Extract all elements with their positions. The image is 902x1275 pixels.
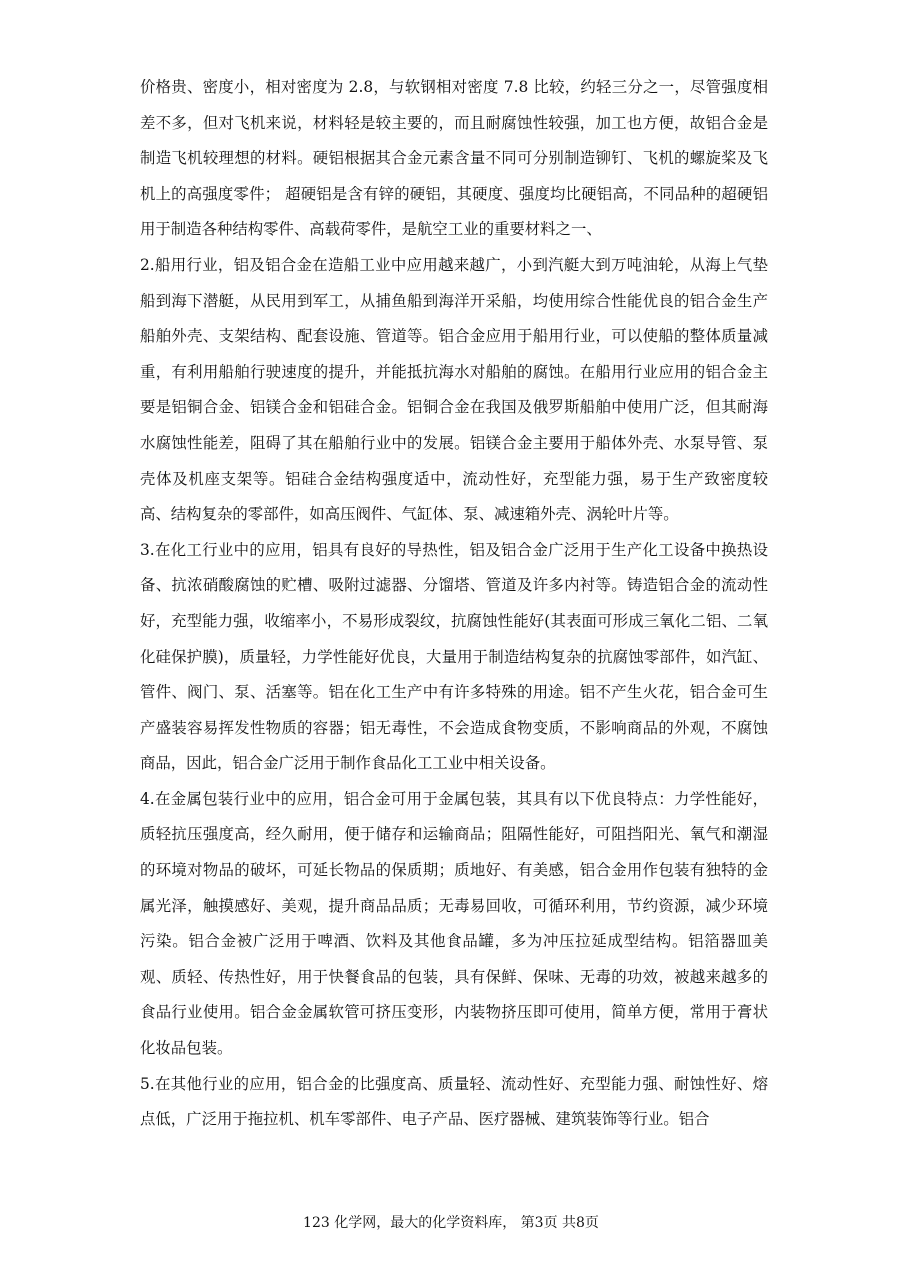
paragraph-aviation: 价格贵、密度小，相对密度为 2.8，与软钢相对密度 7.8 比较，约轻三分之一，尽管强度相差不多，但对飞机来说，材料轻是较主要的，而且耐腐蚀性较强，加工也方便，故铝合金是制造飞机较理想的材料。硬铝根据其合金元素含量不同可分别制造铆钉、飞机的螺旋桨及飞机上的高强度零件； 超硬铝是含有锌的硬铝，其硬度、强度均比硬铝高，不同品种的超硬铝用于制造各种结构零件、高载荷零件，是航空工业的重要材料之一、 (140, 78, 768, 239)
page-footer: 123 化学网，最大的化学资料库， 第3页 共8页 (303, 1215, 599, 1231)
paragraph-chemical: 3.在化工行业中的应用，铝具有良好的导热性，铝及铝合金广泛用于生产化工设备中换热设备、抗浓硝酸腐蚀的贮槽、吸附过滤器、分馏塔、管道及许多内衬等。铸造铝合金的流动性好，充型能力强，收缩率小，不易形成裂纹，抗腐蚀性能好(其表面可形成三氧化二铝、二氧化硅保护膜)，质量轻，力学性能好优良，大量用于制造结构复杂的抗腐蚀零部件，如汽缸、管件、阀门、泵、活塞等。铝在化工生产中有许多特殊的用途。铝不产生火花，铝合金可生产盛装容易挥发性物质的容器；铝无毒性，不会造成食物变质，不影响商品的外观，不腐蚀商品，因此，铝合金广泛用于制作食品化工工业中相关设备。 (140, 540, 768, 773)
paragraph-other-industries: 5.在其他行业的应用，铝合金的比强度高、质量轻、流动性好、充型能力强、耐蚀性好、熔点低，广泛用于拖拉机、机车零部件、电子产品、医疗器械、建筑装饰等行业。铝合 (140, 1074, 768, 1129)
paragraph-packaging: 4.在金属包装行业中的应用，铝合金可用于金属包装，其具有以下优良特点：力学性能好，质轻抗压强度高，经久耐用，便于储存和运输商品；阻隔性能好，可阻挡阳光、氧气和潮湿的环境对物品的破坏，可延长物品的保质期；质地好、有美感，铝合金用作包装有独特的金属光泽，触摸感好、美观，提升商品品质；无毒易回收，可循环利用，节约资源，减少环境污染。铝合金被广泛用于啤酒、饮料及其他食品罐，多为冲压拉延成型结构。铝箔器皿美观、质轻、传热性好，用于快餐食品的包装，具有保鲜、保味、无毒的功效，被越来越多的食品行业使用。铝合金金属软管可挤压变形，内装物挤压即可使用，简单方便，常用于膏状化妆品包装。 (140, 789, 768, 1058)
paragraph-shipbuilding: 2.船用行业，铝及铝合金在造船工业中应用越来越广，小到汽艇大到万吨油轮，从海上气垫船到海下潜艇，从民用到军工，从捕鱼船到海洋开采船，均使用综合性能优良的铝合金生产船舶外壳、支架结构、配套设施、管道等。铝合金应用于船用行业，可以使船的整体质量减重，有利用船舶行驶速度的提升，并能抵抗海水对船舶的腐蚀。在船用行业应用的铝合金主要是铝铜合金、铝镁合金和铝硅合金。铝铜合金在我国及俄罗斯船舶中使用广泛，但其耐海水腐蚀性能差，阻碍了其在船舶行业中的发展。铝镁合金主要用于船体外壳、水泵导管、泵壳体及机座支架等。铝硅合金结构强度适中，流动性好，充型能力强，易于生产致密度较高、结构复杂的零部件，如高压阀件、气缸体、泵、减速箱外壳、涡轮叶片等。 (140, 255, 768, 524)
body-text (140, 70, 768, 1138)
